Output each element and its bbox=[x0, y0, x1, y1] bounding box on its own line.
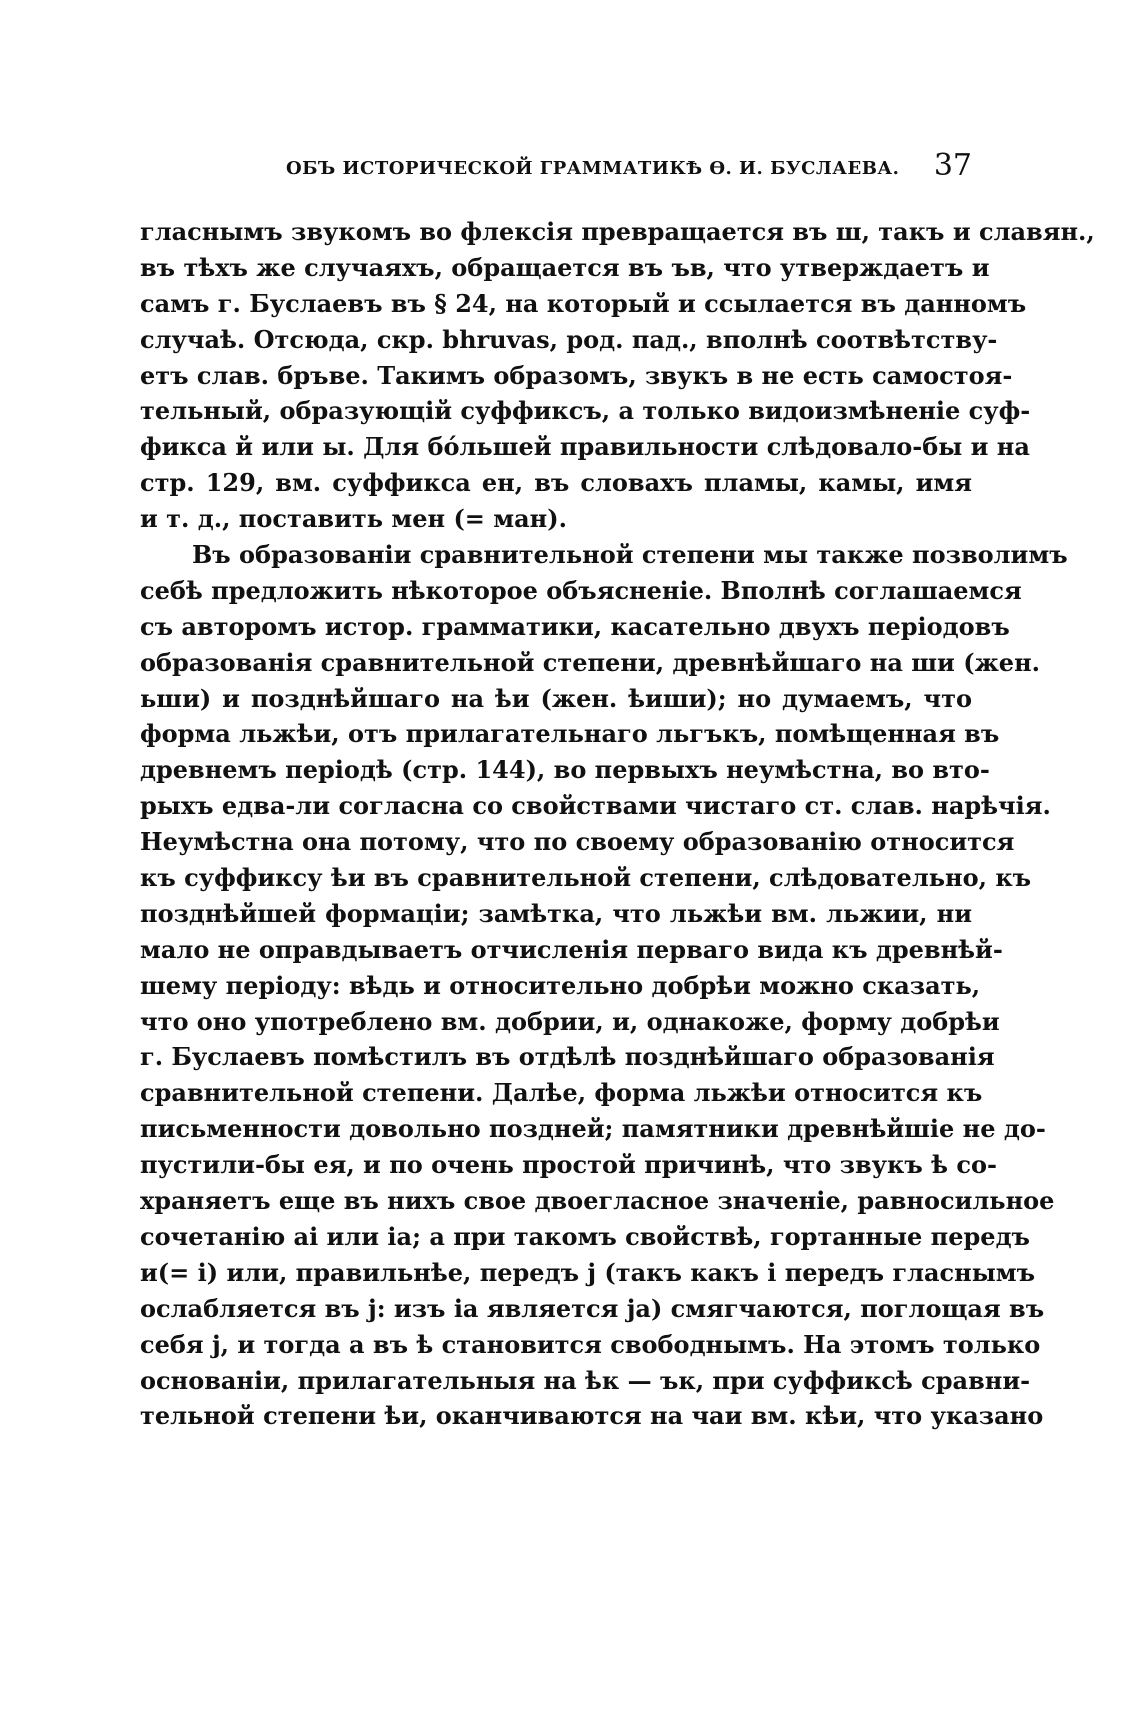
text-line: себя j, и тогда a въ ѣ становится свободнымъ. На этомъ только bbox=[140, 1329, 1041, 1359]
text-line: г. Буслаевъ помѣстилъ въ отдѣлѣ позднѣйшаго образованія bbox=[140, 1042, 995, 1072]
running-title: ОБЪ ИСТОРИЧЕСКОЙ ГРАММАТИКѢ Ѳ. И. БУСЛАЕВА. bbox=[286, 158, 900, 179]
text-line: и(= i) или, правильнѣе, передъ j (такъ какъ i передъ гласнымъ bbox=[140, 1257, 1036, 1287]
text-line: себѣ предложить нѣкоторое объясненіе. Вполнѣ соглашаемся bbox=[140, 575, 1022, 605]
text-line: рыхъ едва-ли согласна со свойствами чистаго ст. слав. нарѣчія. bbox=[140, 791, 1051, 821]
text-line: съ авторомъ истор. грамматики, касательно двухъ періодовъ bbox=[140, 611, 1010, 641]
text-line: образованія сравнительной степени, древнѣйшаго на ши (жен. bbox=[140, 647, 1040, 677]
text-line: основаніи, прилагательныя на ѣк — ък, при суффиксѣ сравни- bbox=[140, 1365, 1031, 1395]
text-line: мало не оправдываетъ отчисленія перваго вида къ древнѣй- bbox=[140, 934, 1003, 964]
text-line: въ тѣхъ же случаяхъ, обращается въ ъв, что утверждаетъ и bbox=[140, 252, 990, 282]
text-line: пустили-бы ея, и по очень простой причинѣ, что звукъ ѣ со- bbox=[140, 1150, 997, 1180]
text-line: стр. 129, вм. суффикса ен, въ словахъ пламы, камы, имя bbox=[140, 468, 972, 498]
text-line: фикса й или ы. Для бóльшей правильности слѣдовало-бы и на bbox=[140, 432, 1030, 462]
text-line: Въ образованіи сравнительной степени мы также позволимъ bbox=[192, 540, 1068, 570]
paragraph-1 bbox=[140, 214, 1095, 537]
text-line: что оно употреблено вм. добрии, и, однакоже, форму добрѣи bbox=[140, 1006, 1000, 1036]
text-line: етъ слав. бръве. Такимъ образомъ, звукъ в не есть самостоя- bbox=[140, 360, 1013, 390]
page-header bbox=[140, 148, 972, 188]
text-line: сочетанію ai или ia; а при такомъ свойствѣ, гортанные передъ bbox=[140, 1221, 1030, 1251]
text-line: позднѣйшей формаціи; замѣтка, что льжѣи вм. льжии, ни bbox=[140, 898, 972, 928]
text-line: ослабляется въ j: изъ ia является ja) смягчаются, поглощая въ bbox=[140, 1293, 1045, 1323]
text-line: ьши) и позднѣйшаго на ѣи (жен. ѣиши); но думаемъ, что bbox=[140, 683, 972, 713]
text-line: тельный, образующій суффиксъ, а только видоизмѣненіе суф- bbox=[140, 396, 1031, 426]
page-number: 37 bbox=[933, 148, 972, 183]
text-line: древнемъ періодѣ (стр. 144), во первыхъ неумѣстна, во вто- bbox=[140, 755, 990, 785]
text-line: случаѣ. Отсюда, скр. bhruvas, род. пад., вполнѣ соотвѣтству- bbox=[140, 324, 998, 354]
text-line: гласнымъ звукомъ во флексія превращается въ ш, такъ и славян., bbox=[140, 217, 1095, 246]
text-line: письменности довольно поздней; памятники древнѣйшіе не до- bbox=[140, 1114, 1046, 1144]
text-line: храняетъ еще въ нихъ свое двоегласное значеніе, равносильное bbox=[140, 1186, 1055, 1216]
paragraph-2 bbox=[140, 537, 1068, 1434]
text-line: тельной степени ѣи, оканчиваются на чаи вм. кѣи, что указано bbox=[140, 1401, 1044, 1431]
text-line: и т. д., поставить мен (= ман). bbox=[140, 504, 567, 534]
text-line: сравнительной степени. Далѣе, форма льжѣи относится къ bbox=[140, 1078, 983, 1108]
text-line: Неумѣстна она потому, что по своему образованію относится bbox=[140, 827, 1015, 857]
text-line: къ суффиксу ѣи въ сравнительной степени, слѣдовательно, къ bbox=[140, 863, 1032, 893]
text-line: форма льжѣи, отъ прилагательнаго льгъкъ, помѣщенная въ bbox=[140, 719, 1000, 749]
body-text bbox=[140, 214, 1095, 1434]
text-line: самъ г. Буслаевъ въ § 24, на который и ссылается въ данномъ bbox=[140, 288, 1027, 318]
text-line: шему періоду: вѣдь и относительно добрѣи можно сказать, bbox=[140, 970, 981, 1000]
